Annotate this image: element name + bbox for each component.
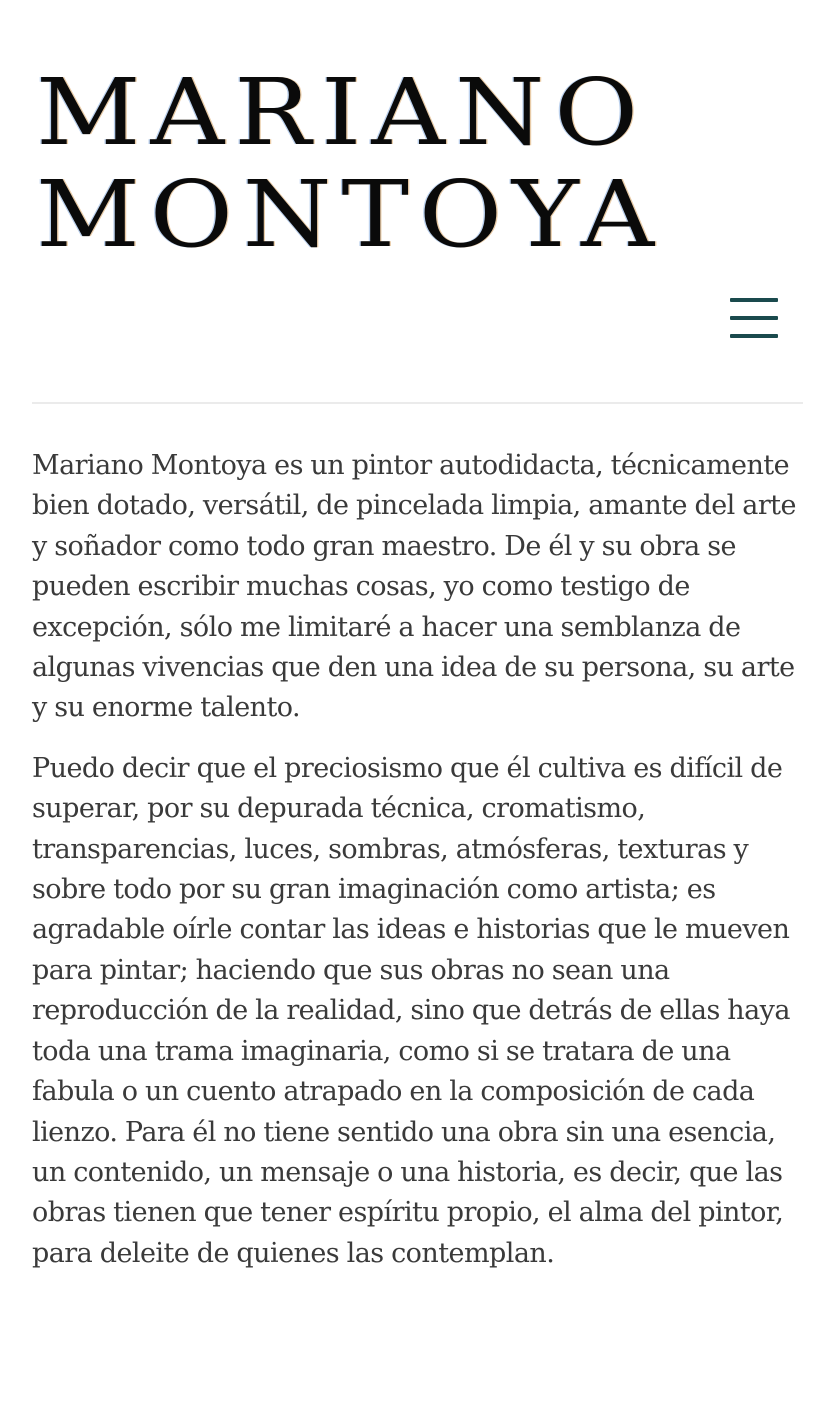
menu-button[interactable] [724,292,784,344]
menu-bar-middle [730,316,778,320]
header-divider [32,402,803,404]
menu-bar-bottom [730,334,778,338]
logo-line-last-name: MONTOYA [36,161,664,268]
article-body [32,446,807,1294]
paragraph-technique: Puedo decir que el preciosismo que él cultiva es difícil de superar, por su depurada técnica, cromatismo, transparencias, luces, sombras, atmósferas, texturas y sobre todo por su gran imaginación como artista; es agradable oírle contar las ideas e historias que le mueven para pintar; haciendo que sus obras no sean una reproducción de la realidad, sino que detrás de ellas haya toda una trama imaginaria, como si se tratara de una fabula o un cuento atrapado en la composición de cada lienzo. Para él no tiene sentido una obra sin una esencia, un contenido, un mensaje o una historia, es decir, que las obras tienen que tener espíritu propio, el alma del pintor, para deleite de quienes las contemplan. [32,752,790,1269]
logo-line-first-name: MARIANO [36,59,648,166]
paragraph-intro: Mariano Montoya es un pintor autodidacta, técnicamente bien dotado, versátil, de pincelada limpia, amante del arte y soñador como todo gran maestro. De él y su obra se pueden escribir muchas cosas, yo como testigo de excepción, sólo me limitaré a hacer una semblanza de algunas vivencias que den una idea de su persona, su arte y su enorme talento. [32,450,796,724]
site-logo[interactable] [36,59,664,268]
menu-bar-top [730,298,778,302]
